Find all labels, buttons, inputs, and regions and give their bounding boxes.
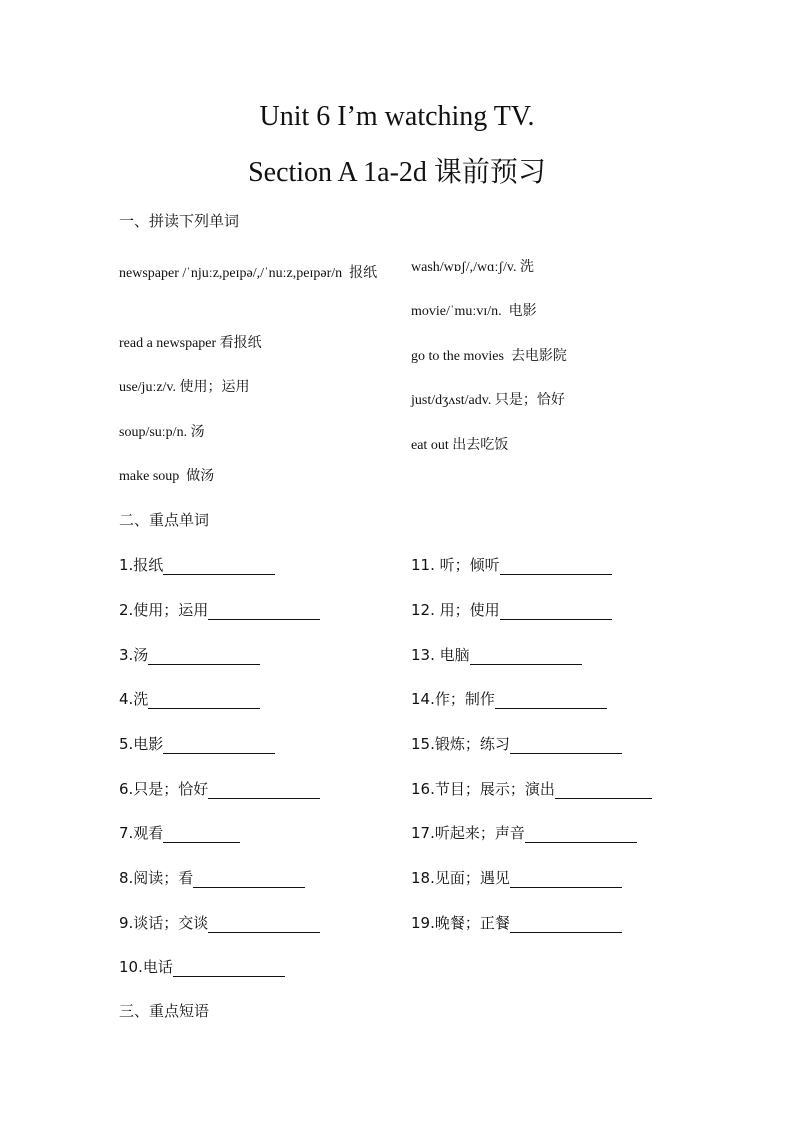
page-subtitle: Section A 1a-2d 课前预习 (248, 157, 546, 188)
answer-blank[interactable] (163, 737, 275, 754)
word-prompt: 5.电影 (119, 735, 164, 753)
word-item (119, 689, 260, 709)
vocab-chinese: 洗 (520, 259, 534, 275)
word-prompt: 11. 听；倾听 (411, 556, 500, 574)
vocab-item (119, 466, 389, 487)
vocab-item (119, 258, 389, 288)
answer-blank[interactable] (208, 782, 320, 799)
vocab-english: read a newspaper (119, 336, 217, 351)
word-prompt: 6.只是；恰好 (119, 780, 209, 798)
vocab-item (411, 346, 681, 367)
word-prompt: 9.谈话；交谈 (119, 914, 209, 932)
word-prompt: 16.节目；展示；演出 (411, 780, 555, 798)
vocab-item (119, 333, 389, 354)
word-prompt: 15.锻炼；练习 (411, 735, 510, 753)
word-prompt: 14.作；制作 (411, 690, 495, 708)
vocab-chinese: 做汤 (186, 468, 215, 484)
word-prompt: 19.晚餐；正餐 (411, 914, 510, 932)
vocab-chinese: 出去吃饭 (452, 437, 509, 453)
word-prompt: 1.报纸 (119, 556, 164, 574)
vocab-item (411, 301, 681, 322)
answer-blank[interactable] (495, 692, 607, 709)
vocab-english: go to the movies (411, 349, 504, 364)
word-item (119, 957, 285, 977)
vocab-item (411, 390, 681, 411)
answer-blank[interactable] (163, 558, 275, 575)
word-item (411, 779, 652, 799)
answer-blank[interactable] (500, 603, 612, 620)
section3-heading: 三、重点短语 (119, 1002, 210, 1020)
page-title: Unit 6 I’m watching TV. (259, 101, 535, 132)
word-item (119, 555, 275, 575)
word-prompt: 7.观看 (119, 824, 164, 842)
answer-blank[interactable] (193, 871, 305, 888)
answer-blank[interactable] (470, 648, 582, 665)
answer-blank[interactable] (163, 826, 240, 843)
answer-blank[interactable] (510, 871, 622, 888)
answer-blank[interactable] (148, 648, 260, 665)
answer-blank[interactable] (208, 916, 320, 933)
vocab-chinese: 去电影院 (510, 348, 567, 364)
word-item (119, 868, 305, 888)
answer-blank[interactable] (173, 960, 285, 977)
answer-blank[interactable] (208, 603, 320, 620)
word-item (119, 913, 320, 933)
word-item (119, 779, 320, 799)
word-item (411, 913, 622, 933)
answer-blank[interactable] (148, 692, 260, 709)
vocab-english: make soup (119, 469, 180, 484)
word-item (411, 868, 622, 888)
word-item (119, 645, 260, 665)
answer-blank[interactable] (525, 826, 637, 843)
vocab-chinese: 报纸 (349, 265, 378, 281)
word-item (119, 600, 320, 620)
vocab-english: movie/ˈmuːvɪ/n. (411, 304, 502, 319)
answer-blank[interactable] (555, 782, 652, 799)
word-prompt: 2.使用；运用 (119, 601, 209, 619)
word-prompt: 12. 用；使用 (411, 601, 500, 619)
word-prompt: 13. 电脑 (411, 646, 470, 664)
word-item (119, 734, 275, 754)
vocab-english: wash/wɒʃ/,/wɑːʃ/v. (411, 260, 517, 275)
vocab-item (119, 422, 389, 443)
word-prompt: 8.阅读；看 (119, 869, 194, 887)
vocab-chinese: 汤 (190, 424, 205, 440)
vocab-item (411, 257, 681, 278)
vocab-english: just/dʒʌst/adv. (411, 393, 492, 408)
vocab-english: newspaper /ˈnjuːz,peɪpə/,/ˈnuːz,peɪpər/n (119, 266, 343, 281)
word-item (411, 823, 637, 843)
vocab-english: use/juːz/v. (119, 380, 177, 395)
word-prompt: 3.汤 (119, 646, 149, 664)
word-prompt: 4.洗 (119, 690, 149, 708)
section2-heading: 二、重点单词 (119, 511, 210, 529)
vocab-english: eat out (411, 438, 449, 453)
vocab-english: soup/suːp/n. (119, 425, 188, 440)
answer-blank[interactable] (510, 916, 622, 933)
word-prompt: 17.听起来；声音 (411, 824, 525, 842)
section1-heading: 一、拼读下列单词 (119, 212, 240, 230)
answer-blank[interactable] (510, 737, 622, 754)
word-item (411, 689, 607, 709)
word-prompt: 18.见面；遇见 (411, 869, 510, 887)
word-prompt: 10.电话 (119, 958, 173, 976)
vocab-chinese: 只是；恰好 (494, 392, 565, 408)
word-item (411, 555, 612, 575)
word-item (119, 823, 240, 843)
word-item (411, 734, 622, 754)
vocab-item (411, 435, 681, 456)
vocab-item (119, 377, 389, 398)
vocab-chinese: 使用；运用 (179, 379, 250, 395)
word-item (411, 600, 612, 620)
word-item (411, 645, 582, 665)
vocab-chinese: 看报纸 (219, 335, 262, 351)
answer-blank[interactable] (500, 558, 612, 575)
vocab-chinese: 电影 (508, 303, 537, 319)
